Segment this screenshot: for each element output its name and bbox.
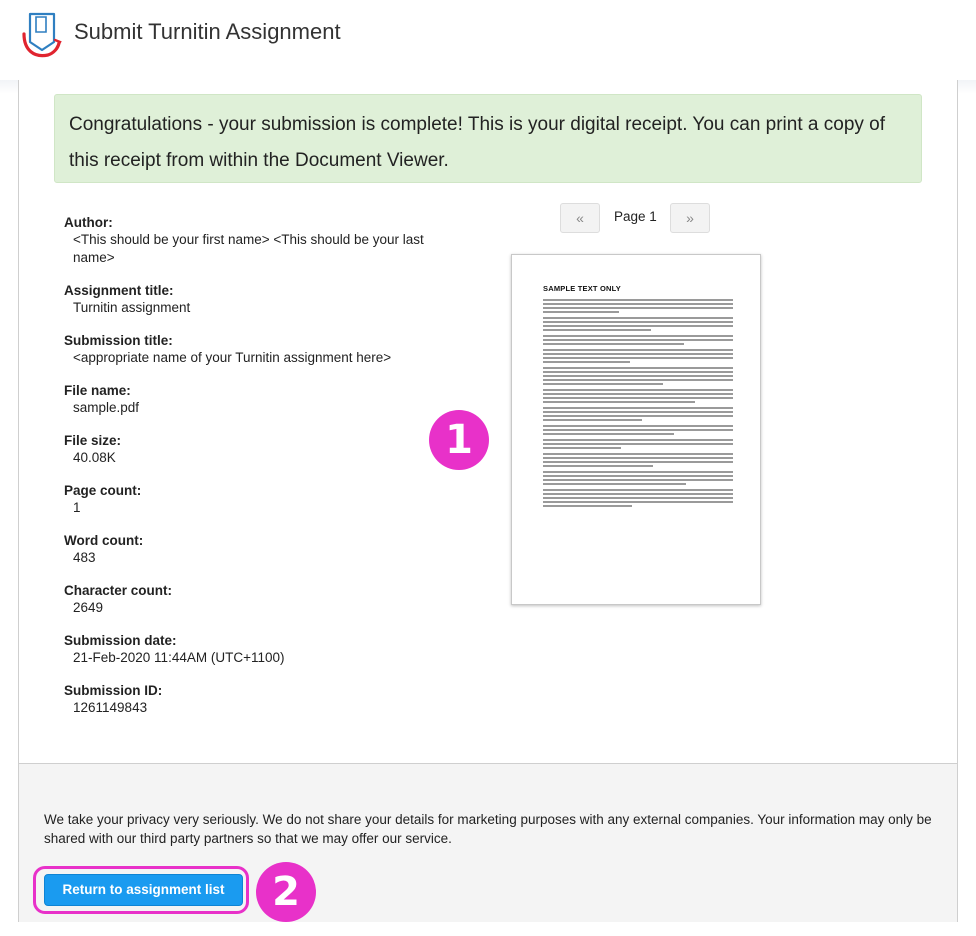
meta-submission-title — [64, 332, 424, 382]
meta-label: Page count: — [64, 483, 142, 498]
document-paragraph — [543, 335, 733, 345]
meta-label: Author: — [64, 215, 113, 230]
meta-value: Turnitin assignment — [73, 300, 191, 315]
document-text-line — [543, 321, 733, 323]
meta-submission-id — [64, 682, 424, 732]
document-text-line — [543, 447, 621, 449]
document-text-line — [543, 311, 619, 313]
document-text-line — [543, 389, 733, 391]
document-text-line — [543, 401, 695, 403]
document-text-line — [543, 329, 651, 331]
document-text-line — [543, 489, 733, 491]
meta-value: 21-Feb-2020 11:44AM (UTC+1100) — [73, 650, 285, 665]
document-text-line — [543, 357, 733, 359]
document-text-line — [543, 419, 642, 421]
document-text-line — [543, 361, 630, 363]
meta-value: <appropriate name of your Turnitin assignment here> — [73, 350, 392, 365]
document-text-line — [543, 379, 733, 381]
document-text-line — [543, 383, 663, 385]
document-text-line — [543, 433, 674, 435]
document-text-line — [543, 407, 733, 409]
meta-submission-date — [64, 632, 424, 682]
document-paragraph — [543, 317, 733, 331]
document-text-line — [543, 317, 733, 319]
document-text-line — [543, 479, 733, 481]
document-text-line — [543, 443, 733, 445]
document-text-line — [543, 483, 686, 485]
meta-value: 40.08K — [73, 450, 116, 465]
meta-assignment-title — [64, 282, 424, 332]
return-to-assignment-list-button[interactable]: Return to assignment list — [44, 874, 243, 906]
document-text-line — [543, 501, 733, 503]
document-text-line — [543, 303, 733, 305]
meta-label: Submission ID: — [64, 683, 163, 698]
document-text-line — [543, 375, 733, 377]
meta-value: 2649 — [73, 600, 104, 615]
document-text-line — [543, 457, 733, 459]
meta-value: <This should be your first name> <This should be your last name> — [73, 232, 424, 265]
meta-value: 1 — [73, 500, 81, 515]
privacy-notice: We take your privacy very seriously. We do not share your details for marketing purposes with any external companies. Your information may only be shared with our third party partners so that we may offer our service. — [44, 812, 932, 846]
meta-label: File size: — [64, 433, 122, 448]
page-indicator: Page 1 — [614, 209, 657, 224]
meta-label: Character count: — [64, 583, 173, 598]
meta-character-count — [64, 582, 424, 632]
meta-word-count — [64, 532, 424, 582]
document-paragraph — [543, 489, 733, 507]
document-pager — [560, 203, 712, 233]
document-text-line — [543, 415, 733, 417]
meta-file-name — [64, 382, 424, 432]
document-text-line — [543, 307, 733, 309]
annotation-badge-1: 1 — [429, 410, 489, 470]
page-title: Submit Turnitin Assignment — [74, 19, 341, 44]
meta-value: 1261149843 — [73, 700, 148, 715]
document-text-line — [543, 343, 684, 345]
meta-label: Assignment title: — [64, 283, 174, 298]
meta-label: File name: — [64, 383, 131, 398]
document-text-line — [543, 411, 733, 413]
document-text-line — [543, 299, 733, 301]
meta-file-size — [64, 432, 424, 482]
turnitin-logo-icon — [20, 10, 64, 60]
document-text-line — [543, 475, 733, 477]
document-heading: SAMPLE TEXT ONLY — [543, 284, 621, 293]
document-text-line — [543, 505, 632, 507]
app-header — [0, 0, 976, 80]
meta-author — [64, 214, 424, 282]
meta-label: Submission title: — [64, 333, 173, 348]
document-paragraph — [543, 349, 733, 363]
document-text-line — [543, 439, 733, 441]
document-text-line — [543, 349, 733, 351]
document-text-lines — [543, 299, 733, 511]
meta-label: Submission date: — [64, 633, 177, 648]
document-text-line — [543, 371, 733, 373]
document-paragraph — [543, 425, 733, 435]
document-text-line — [543, 493, 733, 495]
document-thumbnail[interactable] — [511, 254, 761, 605]
annotation-badge-2: 2 — [256, 862, 316, 922]
meta-page-count — [64, 482, 424, 532]
document-text-line — [543, 397, 733, 399]
document-text-line — [543, 461, 733, 463]
document-text-line — [543, 429, 733, 431]
document-text-line — [543, 339, 733, 341]
previous-page-button[interactable]: « — [560, 203, 600, 233]
document-text-line — [543, 353, 733, 355]
document-paragraph — [543, 389, 733, 403]
document-text-line — [543, 497, 733, 499]
document-paragraph — [543, 367, 733, 385]
document-text-line — [543, 335, 733, 337]
document-paragraph — [543, 299, 733, 313]
document-paragraph — [543, 453, 733, 467]
document-text-line — [543, 425, 733, 427]
document-paragraph — [543, 407, 733, 421]
document-text-line — [543, 393, 733, 395]
document-text-line — [543, 325, 733, 327]
meta-value: sample.pdf — [73, 400, 140, 415]
document-paragraph — [543, 471, 733, 485]
receipt-card — [18, 80, 958, 922]
next-page-button[interactable]: » — [670, 203, 710, 233]
submission-details — [64, 214, 424, 732]
meta-value: 483 — [73, 550, 96, 565]
document-text-line — [543, 453, 733, 455]
document-paragraph — [543, 439, 733, 449]
document-text-line — [543, 465, 653, 467]
success-alert: Congratulations - your submission is complete! This is your digital receipt. You can print a copy of this receipt from within the Document Viewer. — [54, 94, 922, 183]
document-text-line — [543, 367, 733, 369]
document-text-line — [543, 471, 733, 473]
meta-label: Word count: — [64, 533, 144, 548]
